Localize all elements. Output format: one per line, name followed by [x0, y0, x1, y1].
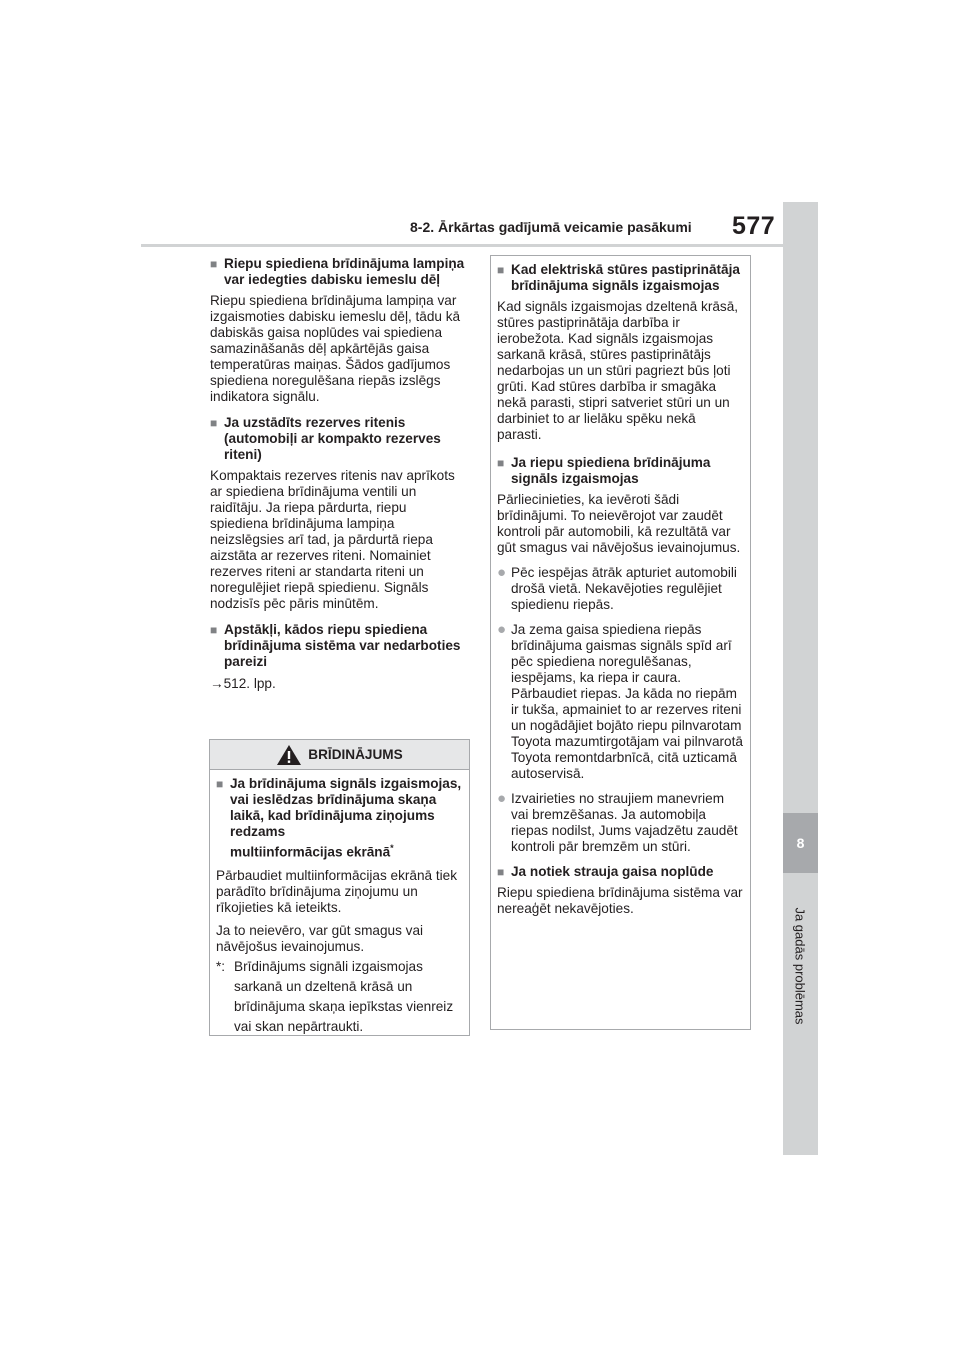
round-bullet-icon: ●	[497, 790, 507, 807]
footnote-text: Brīdinājums signāli izgaismojas sarkanā un dzeltenā krāsā un brīdinājuma skaņa iepīkstas vienreiz vai skan nepārtraukti.	[234, 958, 454, 1034]
square-bullet-icon: ■	[210, 416, 218, 430]
section-heading: ■ Kad elektriskā stūres pastiprinātāja brīdinājuma signāls izgaismojas	[497, 262, 740, 293]
paragraph: Pārliecinieties, ka ievēroti šādi brīdinājumi. To neievērojot var zaudēt kontroli pār automobili, kā rezultātā var gūt smagus vai nāvējošus ievainojumus.	[497, 492, 741, 555]
round-bullet-icon: ●	[497, 621, 507, 638]
warning-triangle-icon	[276, 744, 302, 766]
warning-heading-text-end: multiinformācijas ekrānā	[230, 844, 391, 860]
section-heading: ■ Apstākļi, kādos riepu spiediena brīdinājuma sistēma var nedarboties pareizi	[210, 622, 461, 669]
list-item: ● Ja zema gaisa spiediena riepās brīdinājuma gaismas signāls spīd arī pēc spiediena noregulēšanas, iespējams, ka riepa ir caura. Pārbaudiet riepas. Ja kāda no riepām ir tukša, apmainiet to ar rezerves riteni un nogādājiet bojāto riepu pilnvarotam Toyota mazumtirgotājam vai pilnvarotā Toyota remontdarbnīcā, citā uzticamā autoservisā.	[497, 621, 743, 781]
list-item: ● Pēc iespējas ātrāk apturiet automobili drošā vietā. Nekavējoties regulējiet spiedienu riepās.	[497, 564, 737, 612]
chapter-label: Ja gadās problēmas	[792, 907, 808, 1025]
paragraph: Riepu spiediena brīdinājuma sistēma var nereaģēt nekavējoties.	[497, 885, 743, 916]
paragraph: Kad signāls izgaismojas dzeltenā krāsā, stūres pastiprinātāja darbība ir ierobežota. Kad signāls izgaismojas sarkanā krāsā, stūres pastiprinātājs nedarbojas un un stūri pagriezt būs ļoti grūti. Kad stūres darbība ir smagāka nekā parasti, stipri satveriet stūri un un darbiniet to ar lielāku spēku nekā parasti.	[497, 299, 739, 442]
square-bullet-icon: ■	[216, 777, 224, 791]
section-heading: ■ Ja notiek strauja gaisa noplūde	[497, 864, 714, 879]
header-rule	[141, 244, 783, 247]
square-bullet-icon: ■	[497, 263, 505, 277]
list-item: ● Izvairieties no straujiem manevriem vai bremzēšanas. Ja automobiļa riepas nodilst, Jums vajadzētu zaudēt kontroli pār bremzēm un stūri.	[497, 790, 738, 854]
warning-heading-text: Ja brīdinājuma signāls izgaismojas, vai ieslēdzas brīdinājuma skaņa laikā, kad brīdinājuma ziņojums redzams	[230, 776, 462, 839]
square-bullet-icon: ■	[210, 257, 218, 271]
footnote-marker: *	[390, 843, 394, 853]
warning-box	[209, 739, 470, 1036]
footnote-mark: *:	[216, 958, 226, 974]
left-column	[210, 256, 468, 699]
paragraph: Kompaktais rezerves ritenis nav aprīkots ar spiediena brīdinājuma ventili un raidītāju. Ja riepa pārdurta, riepu spiediena brīdinājuma lampiņa neizslēgsies arī tad, ja pārdurtā riepa aizstāta ar rezerves riteni. Nomainiet rezerves riteni ar standarta riteni un noregulējiet riepā spiedienu. Signāls nodzisīs pēc pāris minūtēm.	[210, 468, 455, 611]
section-header-title: 8-2. Ārkārtas gadījumā veicamie pasākumi	[410, 219, 692, 235]
page-reference: →512. lpp.	[210, 676, 276, 691]
round-bullet-icon: ●	[497, 564, 507, 581]
square-bullet-icon: ■	[497, 456, 505, 470]
square-bullet-icon: ■	[210, 623, 218, 637]
paragraph: Pārbaudiet multiinformācijas ekrānā tiek parādīto brīdinājuma ziņojumu un rīkojieties kā ieteikts.	[216, 867, 458, 915]
chapter-number: 8	[796, 835, 805, 851]
section-heading: ■ Riepu spiediena brīdinājuma lampiņa var iedegties dabisku iemeslu dēļ	[210, 256, 465, 287]
paragraph: Ja to neievēro, var gūt smagus vai nāvējošus ievainojumus.	[216, 922, 424, 954]
warning-heading	[216, 776, 463, 863]
warning-title: BRĪDINĀJUMS	[308, 747, 403, 762]
warning-header	[210, 740, 469, 770]
section-heading: ■ Ja riepu spiediena brīdinājuma signāls izgaismojas	[497, 455, 711, 486]
square-bullet-icon: ■	[497, 865, 505, 879]
section-heading: ■ Ja uzstādīts rezerves ritenis (automobiļi ar kompakto rezerves riteni)	[210, 415, 441, 462]
info-box	[490, 255, 751, 1030]
paragraph: Riepu spiediena brīdinājuma lampiņa var izgaismoties dabisku iemeslu dēļ, tādu kā dabiskās gaisa noplūdes vai spiediena samazināšanās dēļ apkārtējās gaisa temperatūras maiņas. Šādos gadījumos spiediena noregulēšana riepās izslēgs indikatora signālu.	[210, 293, 461, 404]
footnote	[216, 957, 463, 1037]
page-number: 577	[732, 212, 776, 240]
